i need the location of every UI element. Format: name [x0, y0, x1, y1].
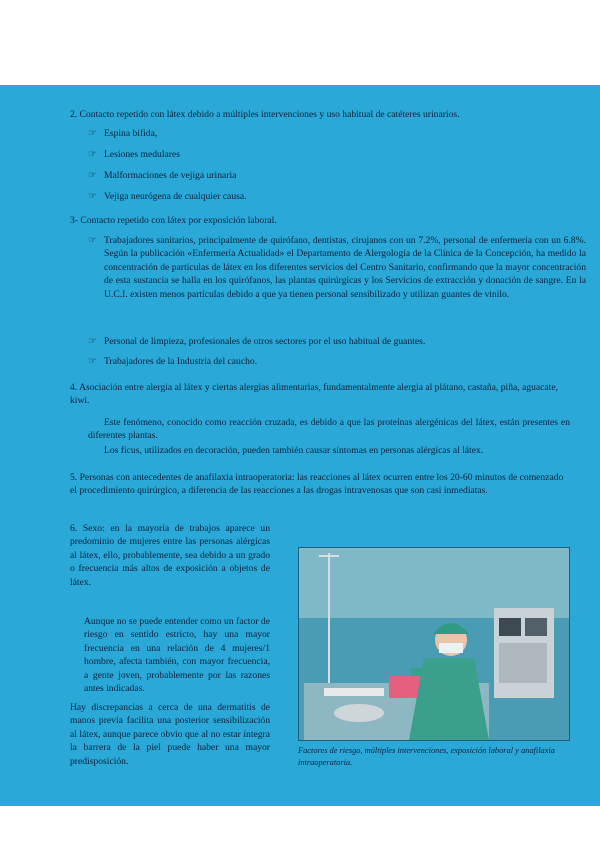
pointing-hand-icon: ☞ — [88, 149, 97, 160]
list-item: ☞ Trabajadores sanitarios, principalmente de quirófano, dentistas, cirujanos con un 7.2%, personal de enfermería con un 6.8%. Según la publicación «Enfermería Actualidad» el Departamento de Alergología de la Clínica de la Concepción, ha medido la concentración de partículas de látex en los diferentes servicios del Centro Sanitario, confirmando que la mayor concentración de esta sustancia se halla en los quirófanos, las plantas quirúrgicas y los Servicios de extracción y donación de sangre. En la U.C.I. existen menos partículas debido a que ya tienen personal sensibilizado y utilizan guantes de vinilo. — [88, 235, 586, 300]
section-3-heading: 3- Contacto repetido con látex por exposición laboral. — [70, 215, 277, 226]
pointing-hand-icon: ☞ — [88, 235, 97, 246]
section-4-heading: 4. Asociación entre alergia al látex y ciertas alergias alimentarias, fundamentalmente alergia al plátano, castaña, piña, aguacate, kiwi. — [70, 382, 558, 407]
pointing-hand-icon: ☞ — [88, 356, 97, 367]
list-item: ☞ Personal de limpieza, profesionales de otros sectores por el uso habitual de guantes. — [88, 336, 426, 347]
operating-room-illustration — [299, 548, 569, 740]
section-5-paragraph: 5. Personas con antecedentes de anafilaxia intraoperatoria: las reacciones al látex ocurren entre los 20-60 minutos de comenzado el procedimiento quirúrgico, a diferencia de las reacciones a las drogas intravenosas que son casi inmediatas. — [70, 472, 564, 497]
section-6-paragraph: Hay discrepancias a cerca de una dermatitis de manos previa facilita una posterior sensibilización al látex, aunque parece obvio que al no estar íntegra la barrera de la piel puede haber una mayor predisposición. — [70, 702, 270, 767]
list-item: ☞ Lesiones medulares — [88, 149, 180, 160]
content-panel — [0, 85, 600, 806]
figure-caption: Factores de riesgo, múltiples intervenciones, exposición laboral y anafilaxia intraoperatoria. — [298, 746, 555, 767]
section-4-paragraph: Los ficus, utilizados en decoración, pueden también causar síntomas en personas alérgicas al látex. — [104, 445, 484, 456]
section-6-paragraph: 6. Sexo: en la mayoría de trabajos aparece un predominio de mujeres entre las personas alérgicas al látex, ello, probablemente, sea debido a un grado o frecuencia más altos de exposición a objetos de látex. — [70, 523, 270, 588]
pointing-hand-icon: ☞ — [88, 336, 97, 347]
list-item: ☞ Trabajadores de la Industria del caucho. — [88, 356, 258, 367]
operating-room-photo — [298, 547, 570, 741]
section-6-paragraph: Aunque no se puede entender como un factor de riesgo en sentido estricto, hay una mayor frecuencia en una relación de 4 mujeres/1 hombre, afecta también, con mayor frecuencia, a gente joven, probablemente por las razones antes indicadas. — [84, 616, 270, 695]
pointing-hand-icon: ☞ — [88, 170, 97, 181]
list-item: ☞ Vejiga neurógena de cualquier causa. — [88, 191, 247, 202]
pointing-hand-icon: ☞ — [88, 128, 97, 139]
section-2-heading: 2. Contacto repetido con látex debido a múltiples intervenciones y uso habitual de catéteres urinarios. — [70, 109, 460, 120]
pointing-hand-icon: ☞ — [88, 191, 97, 202]
section-4-paragraph: Este fenómeno, conocido como reacción cruzada, es debido a que las proteínas alergénicas del látex, están presentes en diferentes plantas. — [88, 417, 570, 442]
list-item: ☞ Malformaciones de vejiga urinaria — [88, 170, 237, 181]
list-item: ☞ Espina bífida, — [88, 128, 158, 139]
